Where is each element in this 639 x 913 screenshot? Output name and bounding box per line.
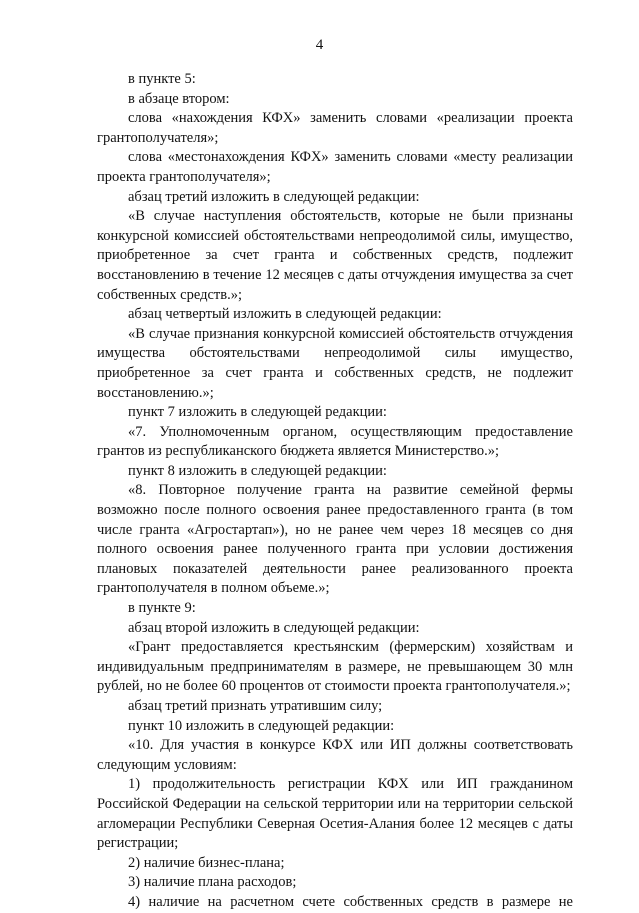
- paragraph: абзац второй изложить в следующей редакции:: [128, 619, 420, 636]
- paragraph: «8. Повторное получение гранта на развитие семейной фермы возможно после полного освоения ранее предоставленного гранта (в том числе гранта «Агростартап»), но не ранее чем через 18 месяцев со дня полного освоения ранее полученного гранта при условии достижения плановых показателей деятельности ранее реализованного проекта грантополучателя в полном объеме.»;: [97, 482, 573, 597]
- paragraph: абзац третий признать утратившим силу;: [128, 698, 383, 714]
- paragraph: абзац четвертый изложить в следующей редакции:: [128, 306, 442, 323]
- paragraph: в пункте 5:: [128, 71, 196, 87]
- paragraph: пункт 8 изложить в следующей редакции:: [128, 462, 387, 479]
- paragraph: 4) наличие на расчетном счете собственных средств в размере не: [128, 893, 573, 910]
- paragraph: пункт 7 изложить в следующей редакции:: [128, 404, 387, 421]
- paragraph: слова «нахождения КФХ» заменить словами «реализации проекта грантополучателя»;: [97, 110, 573, 146]
- paragraph: «В случае наступления обстоятельств, которые не были признаны конкурсной комиссией обстоятельствами непреодолимой силы, имущество, приобретенное за счет гранта и собственных средств, подлежит восстановлению в течение 12 месяцев с даты отчуждения имущества за счет собственных средств.»;: [97, 208, 573, 303]
- paragraph: в пункте 9:: [128, 600, 196, 617]
- paragraph: слова «местонахождения КФХ» заменить словами «месту реализации проекта грантополучателя»;: [97, 149, 573, 185]
- paragraph: «7. Уполномоченным органом, осуществляющим предоставление грантов из республиканского бюджета является Министерство.»;: [97, 423, 573, 460]
- document-body: [97, 70, 573, 913]
- paragraph: 1) продолжительность регистрации КФХ или ИП гражданином Российской Федерации на сельской территории или на территории сельской агломерации Республики Северная Осетия-Алания более 12 месяцев с даты регистрации;: [97, 776, 573, 852]
- paragraph: «В случае признания конкурсной комиссией обстоятельств отчуждения имущества обстоятельствами непреодолимой силы имущество, приобретенное за счет гранта и собственных средств, не подлежит восстановлению.»;: [97, 325, 573, 401]
- page-number: 4: [315, 37, 324, 53]
- paragraph: «10. Для участия в конкурсе КФХ или ИП должны соответствовать следующим условиям:: [97, 737, 573, 773]
- paragraph: 2) наличие бизнес-плана;: [128, 854, 285, 871]
- paragraph: 3) наличие плана расходов;: [128, 874, 297, 891]
- paragraph: абзац третий изложить в следующей редакции:: [128, 188, 420, 205]
- paragraph: пункт 10 изложить в следующей редакции:: [128, 717, 395, 734]
- paragraph: в абзаце втором:: [128, 90, 230, 107]
- paragraph: «Грант предоставляется крестьянским (фермерским) хозяйствам и индивидуальным предпринимателям в размере, не превышающем 30 млн рублей, но не более 60 процентов от стоимости проекта грантополучателя.»;: [97, 639, 573, 695]
